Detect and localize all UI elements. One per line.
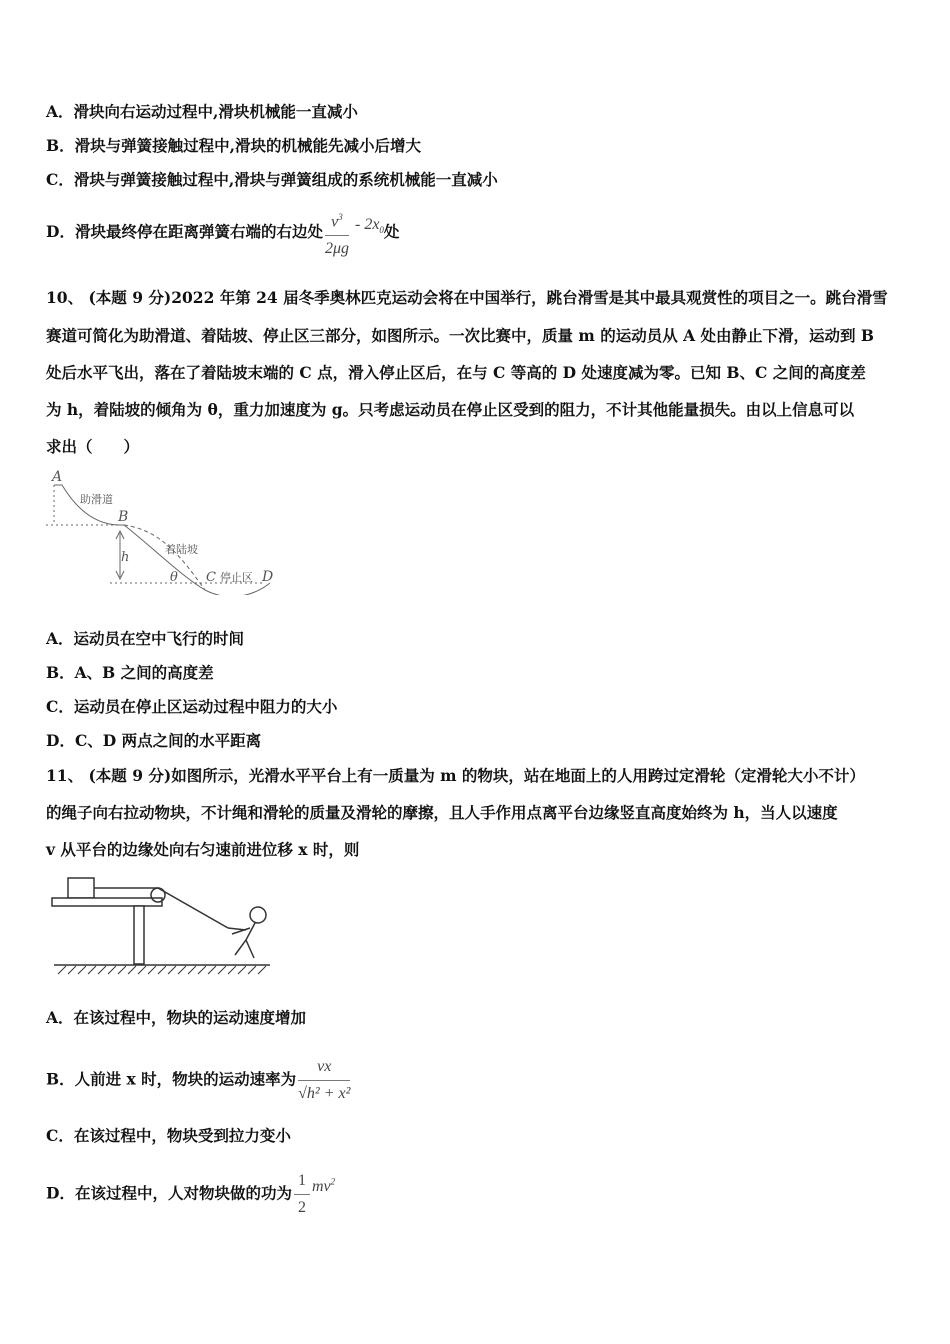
q10-option-a: A．运动员在空中飞行的时间: [46, 629, 245, 648]
label-stop: 停止区: [220, 571, 253, 584]
mv-term: mv: [311, 1177, 331, 1195]
q11-line: 11、 (本题 9 分)如图所示，光滑水平平台上有一质量为 m 的物块，站在地面上的人用跨过定滑轮（定滑轮大小不计）: [46, 766, 865, 785]
frac-sup: 3: [338, 212, 343, 222]
q11-option-b: [46, 1056, 352, 1105]
q10-line: 赛道可简化为助滑道、着陆坡、停止区三部分，如图所示。一次比赛中，质量 m 的运动员从 A 处由静止下滑，运动到 B: [46, 326, 875, 345]
label-run: 助滑道: [80, 493, 113, 506]
q9-d-fraction: [325, 206, 349, 260]
frac-den: 2: [297, 1199, 306, 1216]
q11-line: 的绳子向右拉动物块，不计绳和滑轮的质量及滑轮的摩擦，且人手作用点离平台边缘竖直高度始终为 h，当人以速度: [46, 803, 838, 822]
label-slope: 着陆坡: [165, 543, 198, 556]
q10-option-b: B．A、B 之间的高度差: [46, 663, 214, 682]
q9-option-c: C．滑块与弹簧接触过程中,滑块与弹簧组成的系统机械能一直减小: [46, 170, 498, 189]
label-a: A: [52, 469, 63, 485]
q10-line: 处后水平飞出，落在了着陆坡末端的 C 点，滑入停止区后，在与 C 等高的 D 处速度减为零。已知 B、C 之间的高度差: [46, 363, 866, 382]
label-h: h: [121, 550, 130, 565]
sup: 2: [330, 1176, 336, 1187]
frac-num: 1: [294, 1170, 310, 1195]
q10-line: 求出（ ）: [46, 437, 140, 456]
q11-option-c: C．在该过程中，物块受到拉力变小: [46, 1126, 291, 1145]
q11-option-d: [46, 1170, 335, 1219]
ski-jump-figure: [40, 465, 280, 595]
q11-option-d-text: D．在该过程中，人对物块做的功为: [46, 1183, 292, 1203]
pulley-figure: [50, 870, 275, 975]
q11-d-fraction: [294, 1170, 310, 1219]
q9-option-d-text: D．滑块最终停在距离弹簧右端的右边处: [46, 222, 323, 242]
sub: 0: [379, 225, 384, 236]
q11-option-a: A．在该过程中，物块的运动速度增加: [46, 1008, 307, 1027]
q10-option-d: D．C、D 两点之间的水平距离: [46, 731, 262, 750]
q9-option-a: A．滑块向右运动过程中,滑块机械能一直减小: [46, 102, 358, 121]
label-b: B: [118, 509, 129, 525]
frac-num: v: [331, 213, 339, 231]
label-d: D: [262, 569, 274, 585]
label-theta: θ: [170, 570, 178, 585]
q9-option-d: [46, 206, 399, 260]
frac-num: vx: [298, 1056, 350, 1081]
q9-option-b: B．滑块与弹簧接触过程中,滑块的机械能先减小后增大: [46, 136, 421, 155]
q10-option-c: C．运动员在停止区运动过程中阻力的大小: [46, 697, 338, 716]
q10-line: 为 h，着陆坡的倾角为 θ，重力加速度为 g。只考虑运动员在停止区受到的阻力，不计其他能量损失。由以上信息可以: [46, 400, 855, 419]
suffix: 处: [383, 222, 400, 242]
q10-line: 10、 (本题 9 分)2022 年第 24 届冬季奥林匹克运动会将在中国举行，跳台滑雪是其中最具观赏性的项目之一。跳台滑雪: [46, 288, 888, 307]
frac-den: √h² + x²: [298, 1085, 351, 1102]
frac-den: 2μg: [324, 240, 349, 258]
minus-term: - 2x: [350, 216, 380, 234]
label-c: C: [206, 570, 216, 585]
q11-b-fraction: [298, 1056, 350, 1105]
q11-option-b-text: B．人前进 x 时，物块的运动速率为: [46, 1069, 297, 1089]
q11-line: v 从平台的边缘处向右匀速前进位移 x 时，则: [46, 840, 360, 859]
